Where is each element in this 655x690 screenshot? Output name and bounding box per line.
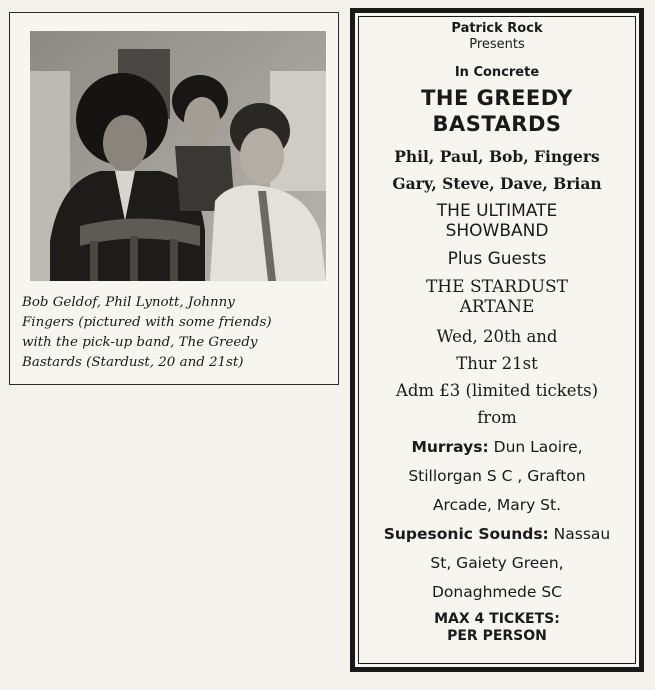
outlet2-line1 [361,520,633,549]
from-label: from [477,408,517,427]
admission: Adm £3 (limited tickets) [395,381,599,400]
presents-label: Presents [469,37,525,52]
photo-panel [9,12,339,385]
band-name-line2: BASTARDS [432,112,562,136]
venue-line1: THE STARDUST [425,277,569,297]
caption-line: Bob Geldof, Phil Lynott, Johnny [22,295,235,310]
caption-line: with the pick-up band, The Greedy [22,335,258,350]
max-tickets-line1: MAX 4 TICKETS: [434,611,560,627]
in-concrete-label: In Concrete [454,65,540,80]
date-line1: Wed, 20th and [436,327,558,346]
venue-line2: ARTANE [459,297,535,317]
tagline-line1: THE ULTIMATE [436,201,558,221]
plus-guests: Plus Guests [447,249,547,269]
caption-line: Bastards (Stardust, 20 and 21st) [22,355,244,370]
max-tickets-line2: PER PERSON [447,628,547,644]
members-line2: Gary, Steve, Dave, Brian [392,174,602,193]
caption-line: Fingers (pictured with some friends) [22,315,272,330]
date-line2: Thur 21st [456,354,538,373]
concert-advert [350,8,644,672]
outlet2-line2: St, Gaiety Green, [430,554,564,572]
outlet1-line3: Arcade, Mary St. [432,496,562,514]
advert-content [361,21,633,645]
band-name-line1: THE GREEDY [421,86,573,110]
outlet1-line2: Stillorgan S C , Grafton [408,467,586,485]
outlet1-place: Dun Laoire, [488,438,583,456]
photo-caption [22,293,332,373]
outlet2-place: Nassau [548,525,611,543]
tagline-line2: SHOWBAND [445,221,549,241]
outlet1-line1 [361,433,633,462]
presenter: Patrick Rock [451,21,543,36]
outlet2-name: Supesonic Sounds: [383,525,549,543]
outlet2-line3: Donaghmede SC [431,583,562,601]
members-line1: Phil, Paul, Bob, Fingers [394,147,600,166]
outlet1-name: Murrays: [411,438,489,456]
band-photo [30,31,326,281]
